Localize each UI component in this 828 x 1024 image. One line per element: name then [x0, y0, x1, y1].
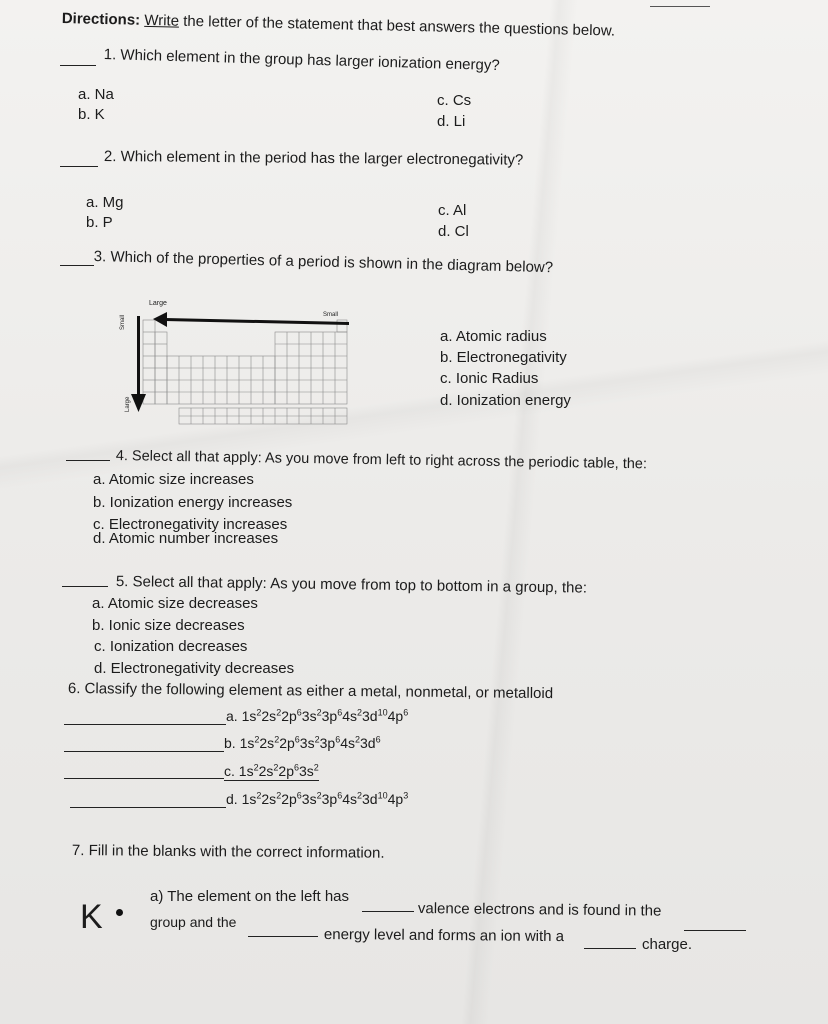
diagram-label-side-small: Small — [120, 314, 126, 330]
q6-item-b-letter: b. — [224, 735, 236, 751]
q6-item-d: d. $1s^22s^22p^63s^23p^64s^23d^{10}4p^3$ — [226, 790, 409, 807]
potassium-symbol: K — [80, 898, 103, 936]
q6-item-a-letter: a. — [226, 708, 238, 724]
top-rule — [650, 6, 710, 7]
q6-a-answer-blank[interactable] — [64, 723, 226, 725]
q6-d-answer-blank[interactable] — [70, 806, 226, 808]
q4-text: 4. Select all that apply: As you move from left to right across the periodic table, the: — [115, 448, 648, 473]
q6-b-answer-blank[interactable] — [64, 750, 224, 752]
q7-text-1: a) The element on the left has — [150, 888, 350, 905]
q1-option-d: d. Li — [437, 113, 466, 130]
q2-text: 2. Which element in the period has the larger electronegativity? — [103, 148, 524, 169]
directions — [62, 10, 616, 40]
q5-text: 5. Select all that apply: As you move from top to bottom in a group, the: — [115, 573, 588, 597]
q4-answer-blank[interactable] — [66, 459, 110, 461]
q6-item-c: c. $1s^22s^22p^63s^2$ — [224, 762, 319, 779]
q3-option-a: a. Atomic radius — [440, 328, 547, 345]
q7-energy-level-blank[interactable] — [248, 935, 318, 937]
q1-option-b: b. K — [78, 106, 105, 123]
q2-answer-blank[interactable] — [60, 165, 98, 167]
q3-option-c: c. Ionic Radius — [440, 370, 539, 387]
periodic-table-grid — [143, 320, 347, 424]
q1-option-a: a. Na — [78, 86, 114, 103]
horizontal-arrow-shaft — [165, 318, 349, 325]
vertical-arrow-shaft — [137, 316, 140, 396]
q7-charge-blank[interactable] — [584, 947, 636, 949]
diagram-label-top-large: Large — [149, 300, 167, 307]
q7-text: 7. Fill in the blanks with the correct information. — [71, 842, 385, 862]
q6-item-b: b. $1s^22s^22p^63s^23p^64s^23d^6$ — [224, 734, 381, 751]
q6-c-answer-blank[interactable] — [64, 777, 224, 779]
q2-option-b: b. P — [86, 214, 113, 231]
q4-option-a: a. Atomic size increases — [93, 471, 254, 488]
q1-option-c: c. Cs — [437, 92, 472, 109]
q7-valence-blank[interactable] — [362, 910, 414, 912]
directions-underlined: Write — [144, 11, 180, 30]
q2-option-a: a. Mg — [86, 194, 124, 211]
valence-electron-dot — [116, 909, 123, 916]
q1-answer-blank[interactable] — [60, 64, 96, 66]
q6-text: 6. Classify the following element as either a metal, nonmetal, or metalloid — [67, 680, 554, 703]
q7-group-blank[interactable] — [684, 929, 746, 931]
q5-answer-blank[interactable] — [62, 585, 108, 587]
directions-label: Directions: — [61, 10, 141, 29]
q7-text-2: valence electrons and is found in the — [417, 900, 662, 920]
down-arrow-head — [131, 394, 146, 412]
q7-text-5: charge. — [642, 936, 693, 953]
q5-option-b: b. Ionic size decreases — [92, 617, 245, 634]
q2-option-d: d. Cl — [438, 223, 469, 240]
q4-option-c: c. Electronegativity increases — [93, 516, 288, 533]
q6-item-a: a. $1s^22s^22p^63s^23p^64s^23d^{10}4p^6$ — [226, 707, 409, 724]
q3-answer-blank[interactable] — [60, 264, 94, 266]
q3-option-b: b. Electronegativity — [440, 349, 567, 366]
q6-item-c-letter: c. — [224, 763, 235, 779]
q5-option-d: d. Electronegativity decreases — [94, 660, 295, 677]
q3-option-d: d. Ionization energy — [440, 392, 571, 409]
q7-text-4: energy level and forms an ion with a — [323, 926, 565, 946]
q4-option-d: d. Atomic number increases — [93, 530, 279, 547]
q3-text: 3. Which of the properties of a period is shown in the diagram below? — [93, 248, 554, 277]
q1-text: 1. Which element in the group has larger ionization energy? — [103, 46, 500, 75]
directions-text: the letter of the statement that best answers the questions below. — [183, 12, 616, 40]
q2-option-c: c. Al — [438, 202, 467, 219]
diagram-label-side-large: Large — [125, 396, 131, 412]
q6-item-d-letter: d. — [226, 791, 238, 807]
q5-option-c: c. Ionization decreases — [94, 638, 248, 655]
q4-option-b: b. Ionization energy increases — [93, 494, 293, 511]
diagram-label-top-small: Small — [323, 312, 339, 318]
q7-text-3: group and the — [150, 914, 237, 930]
q5-option-a: a. Atomic size decreases — [92, 595, 258, 612]
periodic-trend-diagram — [115, 294, 355, 430]
